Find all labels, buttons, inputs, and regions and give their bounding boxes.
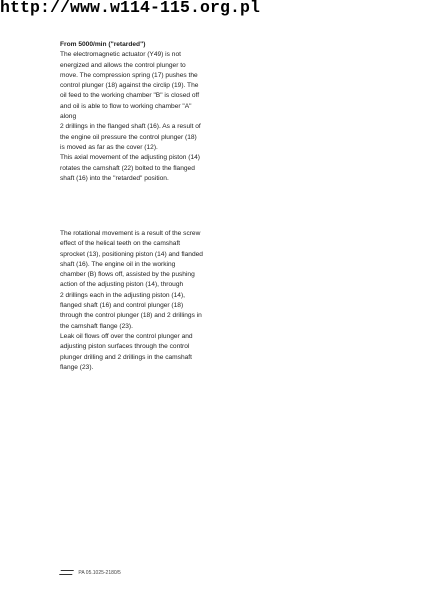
paragraph-line: through the control plunger (18) and 2 drillings in: [60, 312, 202, 320]
paragraph-line: sprocket (13), positioning piston (14) and flanded: [60, 250, 203, 258]
rotational-movement-paragraph: [60, 229, 280, 373]
paragraph-line: The rotational movement is a result of the screw: [60, 230, 201, 237]
paragraph-line: the camshaft flange (23).: [60, 322, 133, 330]
paragraph-line: plunger drilling and 2 drillings in the camshaft: [60, 353, 192, 361]
document-reference: PA 05.1025-2180/5: [78, 570, 121, 576]
paragraph-line: This axial movement of the adjusting piston (14): [60, 154, 201, 162]
paragraph-line: oil feed to the working chamber "B" is closed off: [60, 92, 200, 100]
paragraph-line: and oil is able to flow to working chamber "A": [60, 102, 192, 110]
paragraph-line: adjusting piston surfaces through the control: [60, 343, 190, 351]
manufacturer-logo-icon: [59, 570, 74, 575]
paragraph-line: action of the adjusting piston (14), through: [60, 281, 184, 289]
paragraph-line: effect of the helical teeth on the camshaft: [60, 240, 181, 248]
retarded-description-paragraph: [60, 40, 280, 184]
paragraph-line: 2 drillings in the flanged shaft (16). As a result of: [60, 123, 201, 131]
paragraph-line: control plunger (18) against the circlip (19). The: [60, 82, 199, 90]
paragraph-line: flange (23).: [60, 363, 94, 371]
paragraph-line: The electromagnetic actuator (Y49) is not: [60, 51, 181, 59]
paragraph-line: 2 drillings each in the adjusting piston (14),: [60, 291, 185, 299]
paragraph-line: chamber (B) flows off, assisted by the pushing: [60, 271, 195, 279]
paragraph-line: along: [60, 113, 77, 121]
site-url-watermark: http://www.w114-115.org.pl: [0, 0, 261, 17]
paragraph-line: shaft (16). The engine oil in the working: [60, 260, 176, 268]
paragraph-line: flanged shaft (16) and control plunger (18): [60, 302, 184, 310]
paragraph-line: From 5000/min ("retarded"): [60, 41, 146, 48]
page-footer: [60, 570, 121, 576]
paragraph-line: Leak oil flows off over the control plunger and: [60, 332, 193, 340]
paragraph-line: is moved as far as the cover (12).: [60, 143, 158, 151]
paragraph-line: rotates the camshaft (22) bolted to the flanged: [60, 164, 195, 172]
paragraph-line: energized and allows the control plunger to: [60, 61, 186, 69]
paragraph-line: move. The compression spring (17) pushes the: [60, 71, 198, 79]
paragraph-line: the engine oil pressure the control plunger (18): [60, 133, 197, 141]
paragraph-line: shaft (16) into the "retarded" position.: [60, 174, 169, 182]
